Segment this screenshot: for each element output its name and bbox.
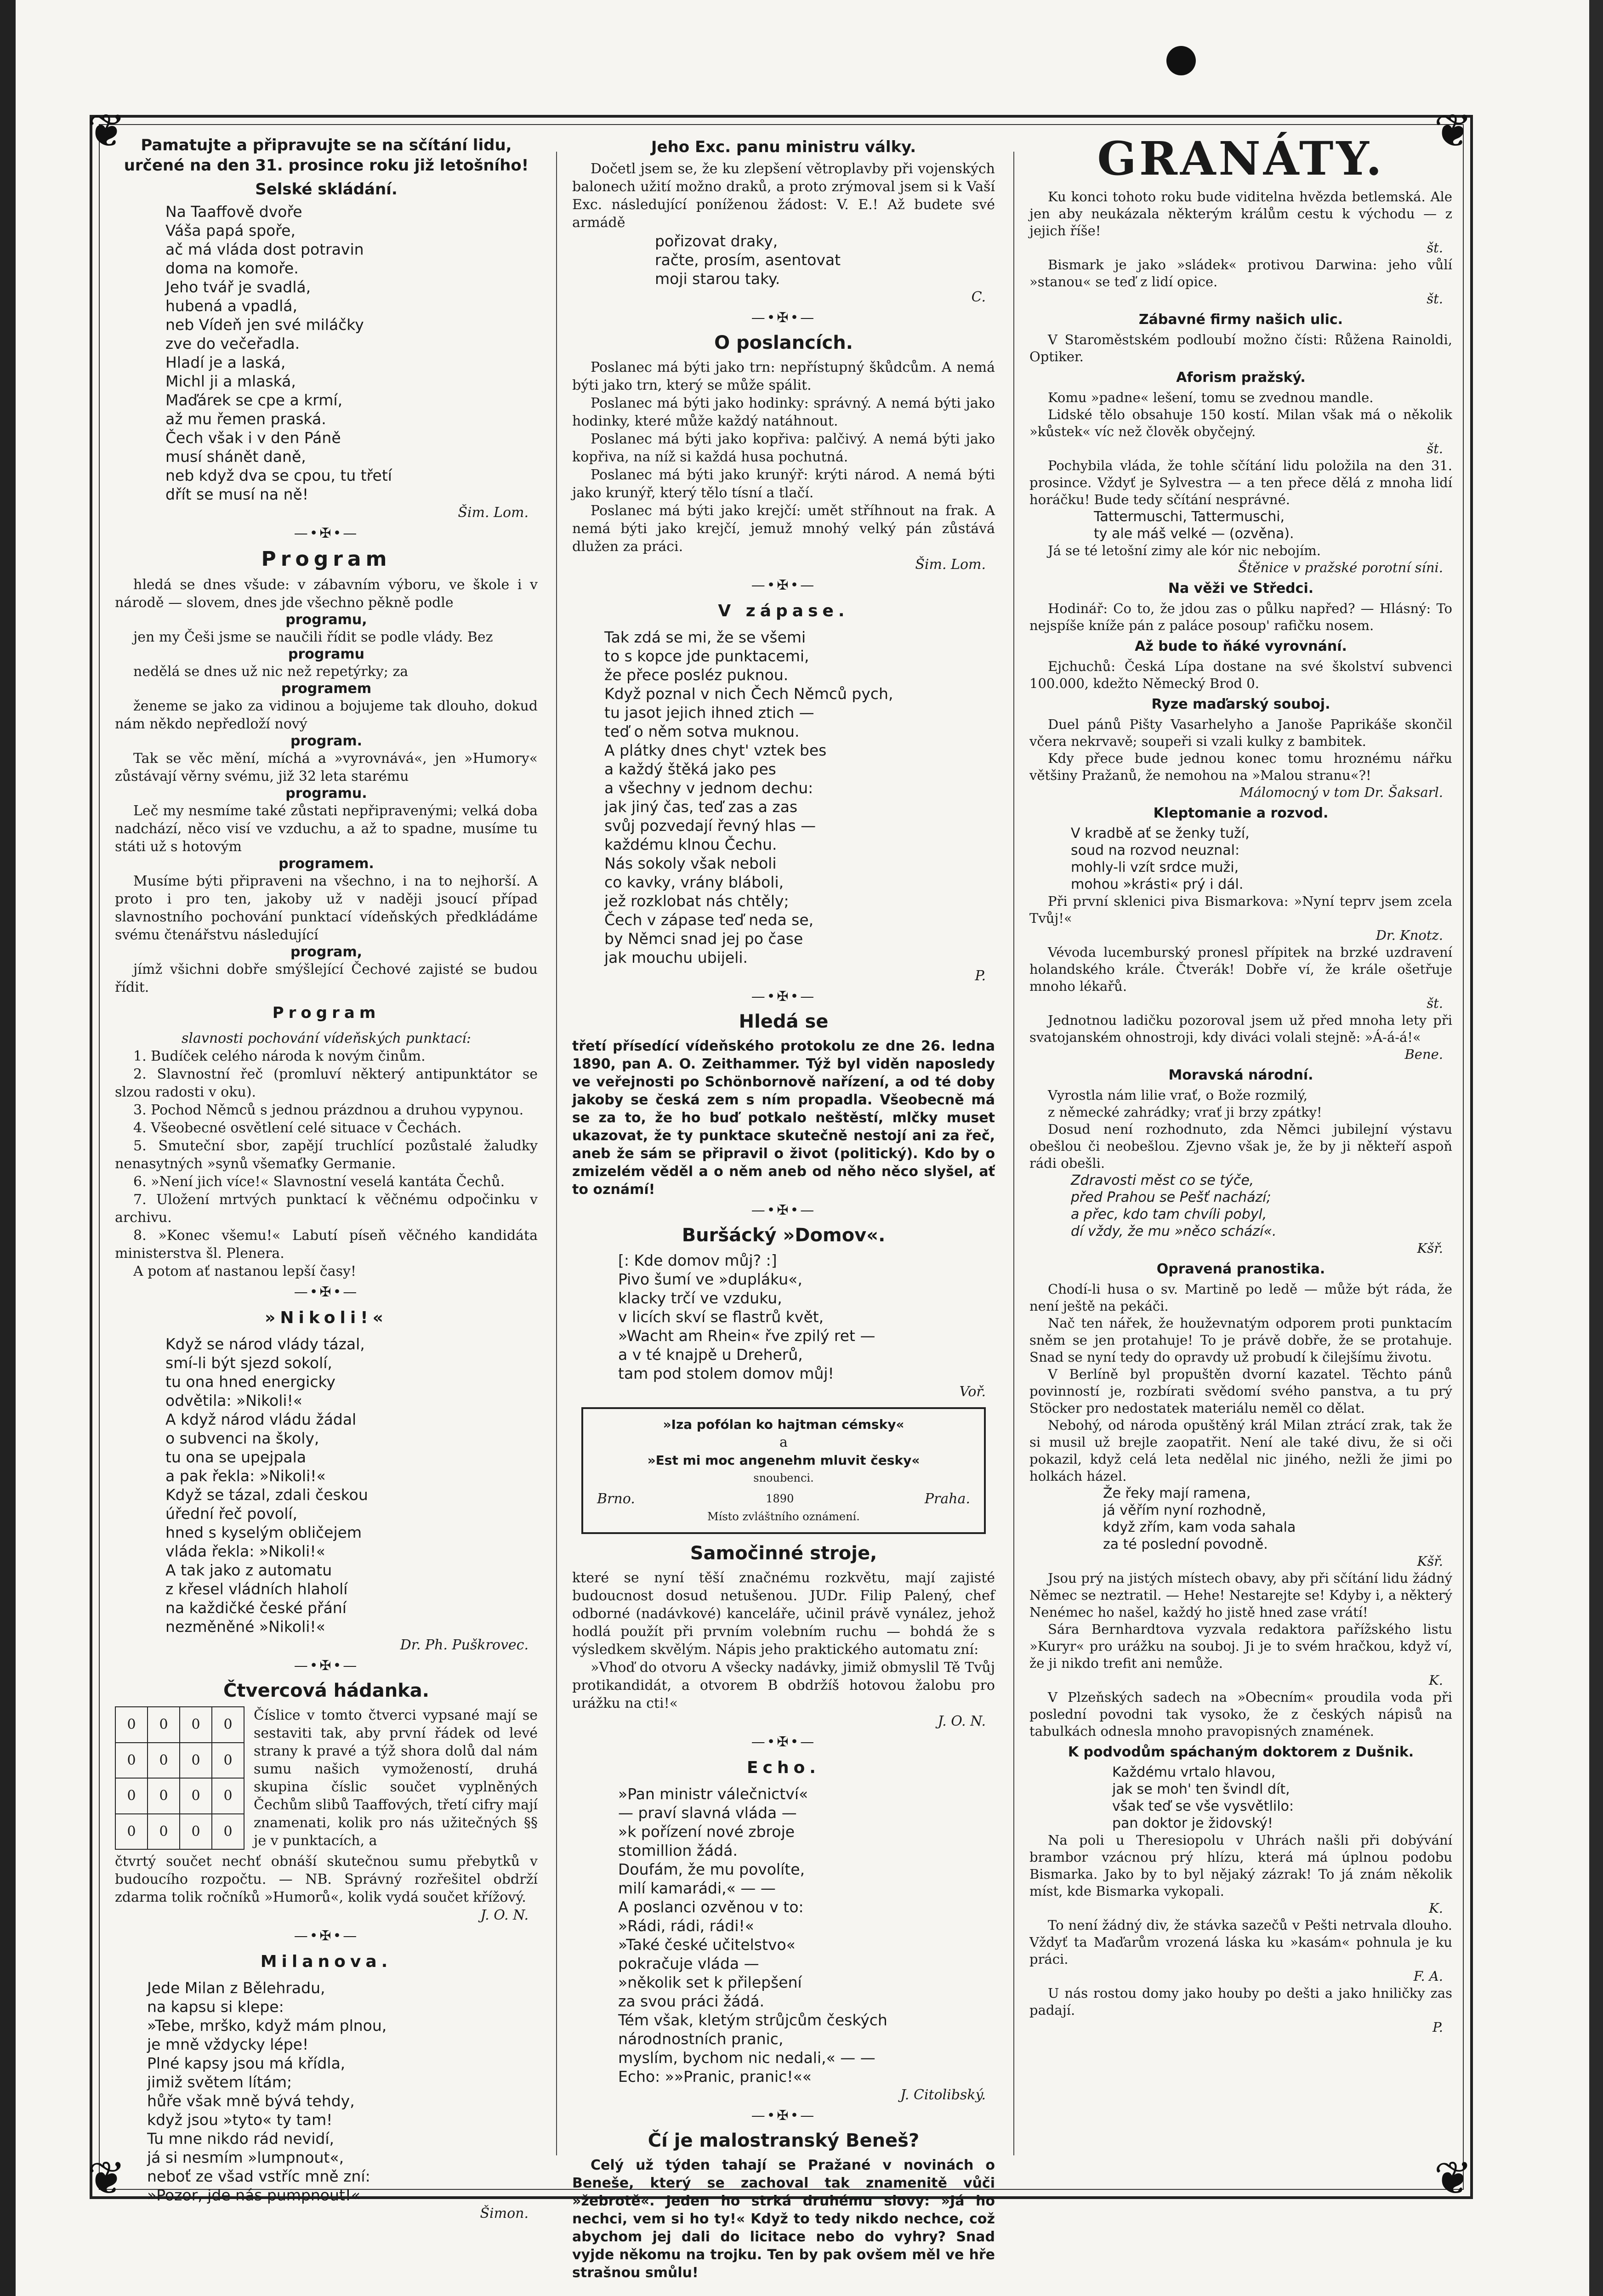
article-title: Samočinné stroje, <box>690 1543 877 1564</box>
article-title: Čí je malostranský Beneš? <box>648 2130 920 2151</box>
section-title-granaty: GRANÁTY. <box>1097 131 1385 186</box>
poem-line: Doufám, že mu povolíte, <box>618 1860 805 1878</box>
poem-line: Když se národ vlády tázal, <box>165 1335 365 1353</box>
poem-line: tu ona se upejpala <box>165 1448 307 1466</box>
puzzle-cell: 0 <box>115 1707 148 1743</box>
separator-ornament-icon: —•✠•— <box>751 577 816 593</box>
article-title: Čtvercová hádanka. <box>223 1680 429 1701</box>
signature: P. <box>1432 2019 1443 2035</box>
paragraph: Chodí-li husa o sv. Martině po ledě — může být ráda, že není ještě na pekáči. <box>1029 1281 1452 1314</box>
paragraph: Poslanec má býti jako krunýř: krýti národ. A nemá býti jako krunýř, který tělo tísní a tlačí. <box>572 467 995 501</box>
poem-line: Vyrostla nám lilie vrať, o Bože rozmilý, <box>1048 1087 1308 1103</box>
puzzle-cell: 0 <box>115 1743 148 1779</box>
corner-ornament-icon: ❦ <box>1434 2151 1472 2205</box>
paragraph: Duel pánů Pišty Vasarhelyho a Janoše Paprikáše skončil včera nekrvavě; soupeři si vzali kulky z bambitek. <box>1029 716 1452 749</box>
list-item: A potom ať nastanou lepší časy! <box>133 1263 356 1279</box>
poem-line: ty ale máš velké — (ozvěna). <box>1094 526 1294 542</box>
separator-ornament-icon: —•✠•— <box>751 1734 816 1750</box>
poem-line: milí kamarádi,« — — <box>618 1879 776 1897</box>
poem-line: Tak zdá se mi, že se všemi <box>604 628 806 646</box>
poem-line: Když se tázal, zdali českou <box>165 1486 368 1504</box>
place-brno: Brno. <box>597 1491 635 1507</box>
puzzle-cell: 0 <box>212 1778 244 1814</box>
article-title: Moravská národní. <box>1168 1067 1313 1083</box>
puzzle-cell: 0 <box>148 1778 180 1814</box>
poem-line: ač má vláda dost potravin <box>165 240 364 258</box>
poem-line: »k pořízení nové zbroje <box>618 1823 795 1841</box>
poem-line: úřední řeč povolí, <box>165 1505 298 1523</box>
poem-line: Váša papá spoře, <box>165 222 296 239</box>
column-left <box>115 133 538 2222</box>
poem-line: »Tebe, mrško, když mám plnou, <box>147 2017 387 2035</box>
separator-ornament-icon: —•✠•— <box>751 2108 816 2124</box>
paragraph: V Staroměstském podloubí možno čísti: Růžena Rainoldi, Optiker. <box>1029 332 1452 364</box>
poem-line: račte, prosím, asentovat <box>655 251 841 269</box>
article-title: Selské skládání. <box>255 180 398 199</box>
poem-line: hned s kyselým obličejem <box>165 1523 362 1541</box>
paragraph: Sára Bernhardtova vyzvala redaktora pařížského listu »Kuryr« pro urážku na souboj. Ji je to svém hračkou, když ví, že ji nikdo trefit ani nemůže. <box>1029 1621 1452 1671</box>
poem-line: Zdravosti měst co se týče, <box>1071 1172 1254 1188</box>
paragraph: jímž všichni dobře smýšlející Čechové zajisté se budou řídit. <box>115 961 538 995</box>
verse-reky <box>1103 1485 1452 1553</box>
article-title: Opravená pranostika. <box>1156 1261 1325 1277</box>
signature: Dr. Ph. Puškrovec. <box>400 1637 529 1653</box>
poem-exc <box>655 232 995 288</box>
column-rule <box>556 152 557 2155</box>
poem-line: Echo: »»Pranic, pranic!«« <box>618 2068 812 2086</box>
paragraph: V Berlíně byl propuštěn dvorní kazatel. Těchto pánů povinností je, rozbírati svědomí svého panstva, a tu prý Stöcker pro nedostatek materiálu neměl co dělat. <box>1029 1366 1452 1416</box>
poem-line: když jsou »tyto« ty tam! <box>147 2111 333 2129</box>
paragraph: nedělá se dnes už nic než repetýrky; za <box>133 664 409 680</box>
article-title: Program <box>261 547 392 571</box>
poem-line: to s kopce jde punktacemi, <box>604 647 809 665</box>
poem-line: pokračuje vláda — <box>618 1955 759 1972</box>
poem-line: o subvenci na školy, <box>165 1429 319 1447</box>
poem-line: mohly-li vzít srdce muži, <box>1071 859 1239 875</box>
list-item: 2. Slavnostní řeč (promluví některý antipunktátor se slzou radosti v oku). <box>115 1066 538 1100</box>
poem-line: Čech však i v den Páně <box>165 429 341 447</box>
poem-line: tu jasot jejich ihned ztich — <box>604 704 814 722</box>
poem-line: za té poslední povodně. <box>1103 1536 1268 1552</box>
paragraph: V Plzeňských sadech na »Obecním« proudila voda při poslední povodni tak vysoko, že z českých nápisů na tabulkách odnesla mnoho pravopisných znamének. <box>1029 1689 1452 1739</box>
paragraph: Dočetl jsem se, že ku zlepšení větroplavby při vojenských balonech užití možno draků, a proto zrýmoval jsem si k Vaší Exc. následující poníženou žádost: V. E.! Až budete své armádě <box>572 161 995 231</box>
poem-line: z německé zahrádky; vrať ji brzy zpátky! <box>1048 1104 1322 1120</box>
poem-line: Čech v zápase teď neda se, <box>604 911 814 929</box>
poem-line: jak se moh' ten švindl dít, <box>1112 1781 1290 1797</box>
article-title: O poslancích. <box>714 332 853 353</box>
poem-line: před Prahou se Pešť nachází; <box>1071 1189 1271 1205</box>
paragraph: Komu »padne« lešení, tomu se zvednou mandle. <box>1048 390 1374 405</box>
poem-line: a všechny v jednom dechu: <box>604 779 813 797</box>
poem-line: tu ona hned energicky <box>165 1373 335 1391</box>
signature: K. <box>1429 1900 1443 1916</box>
corner-ornament-icon: ❦ <box>87 2151 126 2205</box>
paragraph: třetí přísedící vídeňského protokolu ze dne 26. ledna 1890, pan A. O. Zeithammer. Týž byl viděn naposledy ve veřejnosti po Schönbornově nařízení, a od té doby jakoby se česká zem s ním propadla. Všeobecně má se za to, že ho buď potkalo neštěstí, mlčky muset ukazovat, že ty punktace skutečně nestojí ani za řeč, aneb že sám se připravil o život (politický). Kdo by o zmizelém věděl a o něm aneb od něho něco slyšel, ať to oznámí! <box>572 1038 995 1198</box>
poem-line: Tattermuschi, Tattermuschi, <box>1094 509 1285 525</box>
poem-line: teď o něm sotva muknou. <box>604 722 800 740</box>
announcement-line: Pamatujte a připravujte se na sčítání lidu, <box>141 136 512 154</box>
separator-ornament-icon: —•✠•— <box>294 1284 359 1300</box>
verse-tatter <box>1094 508 1452 542</box>
signature: št. <box>1427 441 1443 456</box>
separator-ornament-icon: —•✠•— <box>294 525 359 541</box>
article-title: Na věži ve Středci. <box>1168 580 1314 597</box>
article-title: Program <box>272 1004 381 1022</box>
quote: »Vhoď do otvoru A všecky nadávky, jimiž obmyslil Tě Tvůj protikandidát, a otvorem B obdržíš hotovou žalobu pro urážku na cti!« <box>572 1659 995 1711</box>
article-title: Kleptomanie a rozvod. <box>1153 805 1329 821</box>
poem-line: klacky trčí ve vzduku, <box>618 1289 782 1307</box>
scan-binding-right <box>1589 0 1603 2296</box>
article-title: Až bude to ňáké vyrovnání. <box>1135 638 1347 654</box>
poem-line: dřít se musí na ně! <box>165 485 309 503</box>
verse-kleptomanie <box>1071 825 1452 893</box>
paragraph: Leč my nesmíme také zůstati nepřipravenými; velká doba nadchází, něco visí ve vzduchu, a až to spadne, musíme tu státi už s hotovým <box>115 803 538 855</box>
poem-line: Když poznal v nich Čech Němců pych, <box>604 685 893 703</box>
poem-line: V kradbě ať se ženky tuží, <box>1071 825 1250 841</box>
poem-line: a v té knajpě u Dreherů, <box>618 1346 803 1364</box>
keyword: programem <box>281 681 372 697</box>
signature: K. <box>1429 1672 1443 1688</box>
separator-ornament-icon: —•✠•— <box>751 310 816 326</box>
program-text <box>115 576 538 996</box>
poem-line: že přece posléz puknou. <box>604 666 789 684</box>
paragraph: Poslanec má býti jako trn: nepřístupný škůdcům. A nemá býti jako trn, který se může spálit. <box>572 359 995 393</box>
poem-zapase <box>604 628 995 967</box>
puzzle-cell: 0 <box>212 1814 244 1850</box>
signature: C. <box>971 289 986 305</box>
article-title: K podvodům spáchaným doktorem z Dušnik. <box>1068 1744 1414 1760</box>
paragraph: U nás rostou domy jako houby po dešti a jako hniličky zas padají. <box>1029 1985 1452 2018</box>
paragraph: Vévoda lucemburský pronesl přípitek na brzké uzdravení holandského krále. Čtverák! Dobře ví, že krále ošetřuje mnoho lékařů. <box>1029 944 1452 994</box>
paragraph: Tak se věc mění, míchá a »vyrovnává«, jen »Humory« zůstávají věrny svému, již 32 leta starému <box>115 750 538 784</box>
article-title: Echo. <box>747 1758 820 1777</box>
poem-line: nezměněné »Nikoli!« <box>165 1618 325 1636</box>
poem-line: neb Vídeň jen své miláčky <box>165 316 364 334</box>
poem-line: neb když dva se cpou, tu třetí <box>165 466 392 484</box>
puzzle-grid <box>115 1706 244 1850</box>
poem-line: vláda řekla: »Nikoli!« <box>165 1542 325 1560</box>
keyword: programu <box>288 646 364 662</box>
article-title: Aforism pražský. <box>1176 369 1306 386</box>
paragraph: Kdy přece bude jednou konec tomu hroznému nářku většiny Pražanů, že nemohou na »Malou stranu«?! <box>1029 750 1452 783</box>
list-item: 7. Uložení mrtvých punktací k věčnému odpočinku v archivu. <box>115 1192 538 1226</box>
poem-line: [: Kde domov můj? :] <box>618 1251 777 1269</box>
poem-line: A tak jako z automatu <box>165 1561 332 1579</box>
paragraph: Jsou prý na jistých místech obavy, aby při sčítání lidu žádný Němec se neztratil. — Hehe! Nestarejte se! Kdyby i, a některý Nenémec ho našel, každý ho jistě hned zase vrátí! <box>1029 1570 1452 1620</box>
poem-line: moji starou taky. <box>655 270 780 288</box>
signature: J. Citolibský. <box>900 2087 986 2103</box>
poem-line: »Wacht am Rhein« řve zpilý ret — <box>618 1327 875 1345</box>
poem-line: za svou práci žádá. <box>618 1992 765 2010</box>
keyword: programem. <box>279 856 374 872</box>
subtitle: slavnosti pochování vídeňských punktací: <box>182 1030 471 1046</box>
signature: Voř. <box>959 1384 986 1400</box>
paragraph: Musíme býti připraveni na všechno, i na to nejhorší. A proto i pro ten, jakoby už v naději jsoucí případ slavnostního pochování punktací vídeňských předkládáme svému čtenářstvu následující <box>115 873 538 943</box>
puzzle-cell: 0 <box>180 1778 212 1814</box>
signature: št. <box>1427 995 1443 1011</box>
poem-line: každému klnou Čechu. <box>604 835 777 853</box>
scan-binding-left <box>0 0 16 2296</box>
signature: Kšř. <box>1417 1240 1443 1256</box>
signature: P. <box>975 968 986 984</box>
poem-line: hubená a vpadlá, <box>165 297 297 315</box>
column-right <box>1029 133 1452 2174</box>
poem-line: odvětila: »Nikoli!« <box>165 1392 302 1409</box>
poem-line: Michl ji a mlaská, <box>165 372 296 390</box>
separator-ornament-icon: —•✠•— <box>294 1928 359 1944</box>
poem-line: na každičké české přání <box>165 1599 347 1617</box>
paragraph: Celý už týden tahají se Pražané v novinách o Beneše, který se zachoval tak znamenitě vůči »žebrotě«. Jeden ho strká druhému slovy: »Já ho nechci, vem si ho ty!« Když to tedy nikdo nechce, což abychom jej dali do licitace nebo do vyhry? Snad vyjde někomu na trojku. Ten by pak ovšem měl ve hře strašnou smůlu! <box>572 2157 995 2281</box>
announcement-line: »Est mi moc angenehm mluvit česky« <box>647 1453 920 1468</box>
signature: Kšř. <box>1417 1553 1443 1569</box>
poem-line: by Němci snad jej po čase <box>604 930 803 948</box>
paragraph: jen my Češi jsme se naučili řídit se podle vlády. Bez <box>133 629 493 645</box>
poem-milanova <box>147 1978 538 2205</box>
article-title: Hledá se <box>739 1011 829 1032</box>
poem-line: Jede Milan z Bělehradu, <box>147 1979 325 1997</box>
poem-line: Nás sokoly však neboli <box>604 854 777 872</box>
signature: št. <box>1427 240 1443 256</box>
poem-line: A plátky dnes chyt' vztek bes <box>604 741 827 759</box>
paragraph: To není žádný div, že stávka sazečů v Pešti netrvala dlouho. Vždyť ta Maďarům vrozená láska ku »kasám« pohnula je ku práci. <box>1029 1917 1452 1967</box>
verse-moravska <box>1048 1087 1452 1121</box>
poem-line: svůj pozvedají řevný hlas — <box>604 817 816 835</box>
signature: J. O. N. <box>938 1713 986 1729</box>
article-title: Ryze maďarský souboj. <box>1151 696 1330 712</box>
signature: Šim. Lom. <box>915 557 986 573</box>
puzzle-cell: 0 <box>180 1707 212 1743</box>
article-title: Milanova. <box>260 1952 392 1971</box>
poem-line: A když národ vládu žádal <box>165 1410 357 1428</box>
poem-line: mohou »krásti« prý i dál. <box>1071 876 1244 892</box>
place-praha: Praha. <box>924 1491 970 1507</box>
paragraph: hledá se dnes všude: v zábavním výboru, ve škole i v národě — slovem, dnes jde všechno pěkně podle <box>115 577 538 611</box>
poem-line: já si nesmím »lumpnout«, <box>147 2148 344 2166</box>
signature: Šim. Lom. <box>458 505 529 521</box>
poem-line: když zřím, kam voda sahala <box>1103 1519 1296 1535</box>
poem-line: jak mouchu ubijeli. <box>604 949 748 966</box>
announcement-note: Místo zvláštního oznámení. <box>707 1510 860 1523</box>
signature: F. A. <box>1413 1968 1443 1984</box>
paragraph: Při první sklenici piva Bismarkova: »Nyní teprv jsem zcela Tvůj!« <box>1029 893 1452 926</box>
announcement-line: určené na den 31. prosince roku již letošního! <box>124 156 529 175</box>
poem-line: Plné kapsy jsou má křídla, <box>147 2054 346 2072</box>
paragraph: Ku konci tohoto roku bude viditelna hvězda betlemská. Ale jen aby neukázala některým králům cestu k východu — z jejich říše! <box>1029 189 1452 239</box>
announcement <box>115 135 538 176</box>
puzzle-cell: 0 <box>115 1778 148 1814</box>
poem-line: jež rozklobat nás chtěly; <box>604 892 789 910</box>
column-rule <box>1013 152 1014 2155</box>
poem-line: »Rádi, rádi, rádi!« <box>618 1917 754 1935</box>
paragraph: Nač ten nářek, že houževnatým odporem proti punktacím sněm se jen protahuje! To je právě dobře, že se protahuje. Snad se nyní tedy do opravdy už probudí k čilejšímu životu. <box>1029 1315 1452 1365</box>
puzzle-cell: 0 <box>212 1743 244 1779</box>
poem-line: na kapsu si klepe: <box>147 1998 284 2016</box>
poem-line: »Pozor, jde nás pumpnout!« <box>147 2186 361 2204</box>
poem-domov <box>618 1251 995 1383</box>
signature: Bene. <box>1404 1046 1443 1062</box>
paragraph: Na poli u Theresiopolu v Uhrách našli při dobývání brambor vzácnou prý hlízu, která má úplnou podobu Bismarka. Jako by to byl nějaký zázrak! To já znám několik míst, kde Bismarka vykopali. <box>1029 1832 1452 1899</box>
program-list <box>115 1047 538 1280</box>
poem-line: Pivo šumí ve »dupláku«, <box>618 1270 802 1288</box>
puzzle-cell: 0 <box>180 1814 212 1850</box>
puzzle-cell: 0 <box>212 1707 244 1743</box>
poem-line: soud na rozvod neuznal: <box>1071 842 1240 858</box>
puzzle-block <box>115 1706 538 1850</box>
poem-line: stomillion žádá. <box>618 1841 738 1859</box>
paragraph: které se nyní těší značnému rozkvětu, mají zajisté budoucnost dosud netušenou. JUDr. Filip Palený, chef odborné (nadávkové) kanceláře, učinil právě vynález, jehož hodlá použít při prvním volebním ruchu — bohdá že s výsledkem skvělým. Nápis jeho praktického automatu zní: <box>572 1570 995 1658</box>
poem-line: Tu mne nikdo rád nevidí, <box>147 2130 334 2148</box>
paragraph: Ejchuchů: Česká Lípa dostane na své školství subvenci 100.000, kdežto Německý Brod 0. <box>1029 659 1452 691</box>
keyword: programu. <box>285 785 367 801</box>
keyword: programu, <box>285 612 367 628</box>
paragraph: Lidské tělo obsahuje 150 kostí. Milan však má o několik »kůstek« víc než člověk obyčejný. <box>1029 407 1452 439</box>
poem-line: a pak řekla: »Nikoli!« <box>165 1467 326 1485</box>
poem-line: A poslanci ozvěnou v to: <box>618 1898 804 1916</box>
poem-line: Na Taaffově dvoře <box>165 203 302 221</box>
verse-zdravosti <box>1071 1172 1452 1240</box>
poem-selske <box>165 202 538 504</box>
corner-ornament-icon: ❦ <box>1434 104 1472 158</box>
announcement-footer <box>597 1490 970 1508</box>
poem-line: a přec, kdo tam chvíli pobyl, <box>1071 1206 1267 1222</box>
poem-line: je mně vždycky lépe! <box>147 2035 309 2053</box>
article-title: Zábavné firmy našich ulic. <box>1138 312 1343 328</box>
signature: Dr. Knotz. <box>1376 927 1443 943</box>
keyword: program. <box>290 733 363 749</box>
poem-line: zve do večeřadla. <box>165 335 300 352</box>
poem-line: však teď se vše vysvětlilo: <box>1112 1798 1294 1814</box>
puzzle-cell: 0 <box>148 1814 180 1850</box>
signature: J. O. N. <box>480 1907 529 1923</box>
list-item: 5. Smuteční sbor, zapějí truchlící pozůstalé žaludky nenasytných »synů všemaťky Germanie. <box>115 1138 538 1172</box>
poem-line: Jeho tvář je svadlá, <box>165 278 311 296</box>
paragraph: Nebohý, od národa opuštěný král Milan ztrácí zrak, tak že si musil už brejle zaopatřit. Není ale také divu, že si oči pokazil, když celá leta nedělal nic jiného, nežli že jimi po holkách házel. <box>1029 1417 1452 1484</box>
poem-line: jimiž světem lítám; <box>147 2073 292 2091</box>
poem-echo <box>618 1785 995 2086</box>
keyword: program, <box>290 944 363 960</box>
poem-line: Maďárek se cpe a krmí, <box>165 391 343 409</box>
article-title: Jeho Exc. panu ministru války. <box>651 138 916 156</box>
puzzle-cell: 0 <box>180 1743 212 1779</box>
list-item: 3. Pochod Němců s jednou prázdnou a druhou vypynou. <box>133 1102 524 1118</box>
puzzle-cell: 0 <box>148 1707 180 1743</box>
poem-line: pan doktor je židovský! <box>1112 1815 1273 1831</box>
signature: Málomocný v tom Dr. Šaksarl. <box>1239 784 1443 800</box>
puzzle-cell: 0 <box>115 1814 148 1850</box>
poem-line: Tém však, kletým strůjcům českých <box>618 2011 887 2029</box>
puzzle-cell: 0 <box>148 1743 180 1779</box>
separator-ornament-icon: —•✠•— <box>294 1658 359 1674</box>
list-item: 4. Všeobecné osvětlení celé situace v Čechách. <box>133 1120 462 1136</box>
poem-nikoli <box>165 1335 538 1636</box>
signature: št. <box>1427 291 1443 307</box>
poem-line: tam pod stolem domov můj! <box>618 1364 834 1382</box>
poem-line: »Také české učitelstvo« <box>618 1936 796 1954</box>
year: 1890 <box>766 1492 794 1505</box>
poem-line: Hladí je a laská, <box>165 353 286 371</box>
paragraph: Dosud není rozhodnuto, zda Němci jubilejní výstavu obešlou či neobešlou. Zjevno však je, že by ji někteří aspoň rádi obešli. <box>1029 1121 1452 1171</box>
poem-line: »Pan ministr válečnictví« <box>618 1785 808 1803</box>
paragraph: čtvrtý součet nechť obnáší skutečnou sumu přebytků v budoucího rozpočtu. — NB. Správný rozřešitel obdrží zdarma tolik ročníků »Humorů«, kolik vydá součet křížový. <box>115 1853 538 1905</box>
poem-line: Každému vrtalo hlavou, <box>1112 1764 1276 1780</box>
poem-line: »několik set k přilepšení <box>618 1973 802 1991</box>
poem-line: myslím, bychom nic nedali,« — — <box>618 2049 875 2067</box>
poem-line: z křesel vládních hlaholí <box>165 1580 348 1598</box>
poem-line: v licích skví se flastrů květ, <box>618 1308 824 1326</box>
list-item: 6. »Není jich více!« Slavnostní veselá kantáta Čechů. <box>133 1174 505 1190</box>
paragraph: Bismark je jako »sládek« protivou Darwina: jeho vůlí »stanou« se teď z lidí opice. <box>1029 257 1452 290</box>
article-title: V zápase. <box>718 602 849 620</box>
separator-ornament-icon: —•✠•— <box>751 1202 816 1218</box>
announcement-line: »Iza pofólan ko hajtman cémsky« <box>663 1417 904 1432</box>
poem-line: až mu řemen praská. <box>165 410 326 428</box>
puzzle-text: Číslice v tomto čtverci vypsané mají se sestaviti tak, aby první řádek od levé strany k pravé a týž shora dolů dal nám sumu našich vymožeností, druhá skupina číslic součet vyplněných Čechům slibů Taaffových, třetí cifry mají znamenati, kolik pro nás užitečných §§ je v punktacích, a <box>254 1707 538 1849</box>
poem-line: — praví slavná vláda — <box>618 1804 797 1822</box>
poem-line: hůře však mně bývá tehdy, <box>147 2092 355 2110</box>
announcement-line: a <box>779 1434 788 1450</box>
paragraph: Hodinář: Co to, že jdou zas o půlku napřed? — Hlásný: To nejspíše kníže pán z paláce posoup' rafičku nosem. <box>1029 601 1452 633</box>
poem-line: pořizovat draky, <box>655 232 778 250</box>
poem-line: smí-li být sjezd sokolí, <box>165 1354 332 1372</box>
paragraph: Pochybila vláda, že tohle sčítání lidu položila na den 31. prosince. Vždyť je Sylvestra — a ten přece dělá z mnoha lidí horáčku! Bude tedy sčítání nesprávné. <box>1029 458 1452 507</box>
signature: Šimon. <box>480 2205 529 2222</box>
paragraph: ženeme se jako za vidinou a bojujeme tak dlouho, dokud nám někdo nepředloží nový <box>115 698 538 732</box>
article-title: »Nikoli!« <box>265 1308 388 1327</box>
paragraph: Já se té letošní zimy ale kór nic nebojím. <box>1048 543 1321 558</box>
punch-hole <box>1166 46 1196 75</box>
poem-line: a každý štěká jako pes <box>604 760 776 778</box>
separator-ornament-icon: —•✠•— <box>751 989 816 1005</box>
article-title: Buršácký »Domov«. <box>682 1225 886 1246</box>
poem-line: musí shánět daně, <box>165 448 306 466</box>
paragraph: Poslanec má býti jako kopřiva: palčivý. A nemá býti jako kopřiva, na níž si každá husa pochutná. <box>572 431 995 465</box>
list-item: 8. »Konec všemu!« Labutí píseň věčného kandidáta ministerstva šl. Plenera. <box>115 1228 538 1262</box>
poem-line: co kavky, vrány bláboli, <box>604 873 784 891</box>
paragraph: Jednotnou ladičku pozoroval jsem už před mnoha lety při svatojanském ohnostroji, kdy diváci volali stejně: »Á-á-á!« <box>1029 1012 1452 1045</box>
list-item: 1. Budíček celého národa k novým činům. <box>133 1048 426 1064</box>
corner-ornament-icon: ❦ <box>87 104 126 158</box>
paragraph: Poslanec má býti jako hodinky: správný. A nemá býti jako hodinky, které může každý natáhnout. <box>572 395 995 429</box>
column-middle <box>572 133 995 2281</box>
paragraph: Poslanec má býti jako krejčí: umět stříhnout na frak. A nemá býti jako krejčí, jemuž mnohý velký pán zůstává dlužen za práci. <box>572 503 995 555</box>
poem-line: doma na komoře. <box>165 259 299 277</box>
poem-line: jak jiný čas, teď zas a zas <box>604 798 798 816</box>
announcement-line: snoubenci. <box>753 1472 814 1484</box>
poem-line: Že řeky mají ramena, <box>1103 1485 1251 1501</box>
poem-line: národnostních pranic, <box>618 2030 784 2048</box>
signature: Štěnice v pražské porotní síni. <box>1238 560 1443 575</box>
wedding-announcement-box <box>581 1407 986 1534</box>
poem-line: dí vždy, že mu »něco schází«. <box>1071 1223 1277 1239</box>
verse-dusnik <box>1112 1764 1452 1832</box>
poem-line: neboť ze všad vstříc mně zní: <box>147 2167 370 2185</box>
poem-line: já věřím nyní rozhodně, <box>1103 1502 1266 1518</box>
